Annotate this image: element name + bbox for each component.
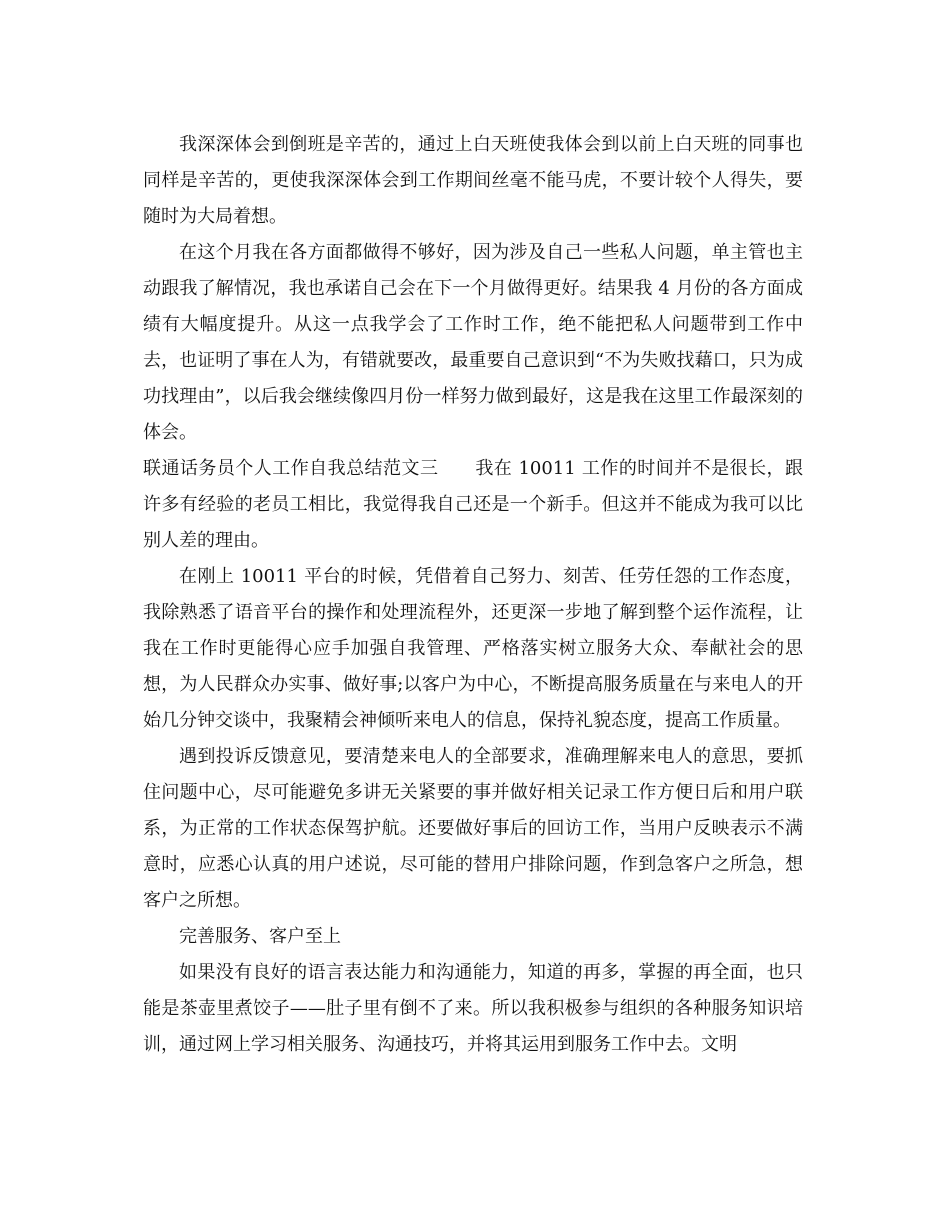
- document-body: [143, 127, 803, 1063]
- paragraph-2: 在这个月我在各方面都做得不够好，因为涉及自己一些私人问题，单主管也主动跟我了解情况，我也承诺自己会在下一个月做得更好。结果我 4 月份的各方面成绩有大幅度提升。从这一点我学会了工作时工作，绝不能把私人问题带到工作中去，也证明了事在人为，有错就要改，最重要自己意识到“不为失败找藉口，只为成功找理由”，以后我会继续像四月份一样努力做到最好，这是我在这里工作最深刻的体会。: [143, 242, 803, 443]
- paragraph-1: 我深深体会到倒班是辛苦的，通过上白天班使我体会到以前上白天班的同事也同样是辛苦的，更使我深深体会到工作期间丝毫不能马虎，不要计较个人得失，要随时为大局着想。: [143, 134, 803, 227]
- section-heading: 完善服务、客户至上: [179, 926, 341, 947]
- paragraph-4: 在刚上 10011 平台的时候，凭借着自己努力、刻苦、任劳任怨的工作态度，我除熟悉了语音平台的操作和处理流程外，还更深一步地了解到整个运作流程，让我在工作时更能得心应手加强自我管理、严格落实树立服务大众、奉献社会的思想，为人民群众办实事、做好事;以客户为中心，不断提高服务质量在与来电人的开始几分钟交谈中，我聚精会神倾听来电人的信息，保持礼貌态度，提高工作质量。: [143, 566, 803, 731]
- paragraph-3: 联通话务员个人工作自我总结范文三 我在 10011 工作的时间并不是很长，跟许多有经验的老员工相比，我觉得我自己还是一个新手。但这并不能成为我可以比别人差的理由。: [143, 458, 803, 551]
- paragraph-5: 遇到投诉反馈意见，要清楚来电人的全部要求，准确理解来电人的意思，要抓住问题中心，尽可能避免多讲无关紧要的事并做好相关记录工作方便日后和用户联系，为正常的工作状态保驾护航。还要做好事后的回访工作，当用户反映表示不满意时，应悉心认真的用户述说，尽可能的替用户排除问题，作到急客户之所急，想客户之所想。: [143, 746, 803, 911]
- paragraph-6: 如果没有良好的语言表达能力和沟通能力，知道的再多，掌握的再全面，也只能是茶壶里煮饺子——肚子里有倒不了来。所以我积极参与组织的各种服务知识培训，通过网上学习相关服务、沟通技巧，并将其运用到服务工作中去。文明: [143, 962, 803, 1055]
